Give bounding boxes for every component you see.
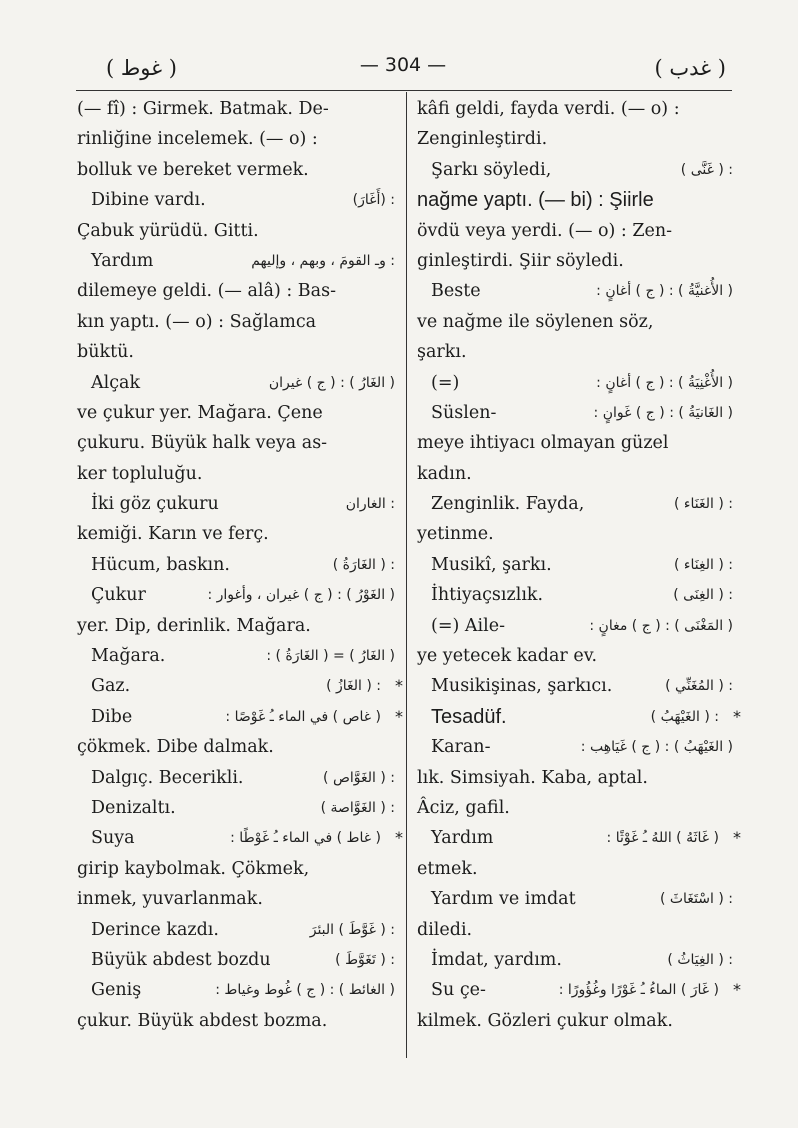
turkish-text: inmek, yuvarlanmak. [77,889,263,910]
dictionary-line [417,489,733,519]
turkish-text: Su çe- [431,980,486,1001]
dictionary-line [417,124,733,154]
turkish-text: (=) Aile- [431,615,505,636]
turkish-text: Dibine vardı. [91,190,206,211]
entry-star-marker: * [733,980,741,1000]
dictionary-line [417,884,733,914]
dictionary-line [417,641,733,671]
arabic-headword: : وـ القومَ ، وبهم ، وإليهم [251,252,395,269]
turkish-text: nağme yaptı. (— bi) : Şiirle [417,189,654,212]
turkish-text: Süslen- [431,402,497,423]
dictionary-line [77,216,395,246]
dictionary-line [417,398,733,428]
dictionary-line [417,155,733,185]
dictionary-line [77,823,403,853]
turkish-text: büktü. [77,342,134,363]
arabic-headword: ( الغَانيَةُ ) : ( ج ) غَوانٍ : [593,404,733,421]
turkish-text: girip kaybolmak. Çökmek, [77,858,310,879]
turkish-text: Büyük abdest bozdu [91,949,271,970]
arabic-headword: ( الغَوْرُ ) : ( ج ) غيران ، وأغوار : [207,587,395,604]
turkish-text: kadın. [417,463,472,484]
column-divider [406,92,407,1058]
turkish-text: Dalgıç. Becerikli. [91,767,244,788]
entry-star-marker: * [395,676,403,696]
left-column [77,94,403,1036]
dictionary-line [77,307,395,337]
arabic-headword: : ( الغِنَاء ) [674,556,733,573]
dictionary-line [77,975,395,1005]
dictionary-line [417,368,733,398]
entry-star-marker: * [733,828,741,848]
turkish-text: İmdat, yardım. [431,949,562,970]
entry-star-marker: * [395,828,403,848]
dictionary-line [417,945,733,975]
dictionary-line [77,1006,395,1036]
dictionary-line [77,368,395,398]
arabic-headword: : ( تَغَوَّطَ ) [335,951,395,968]
turkish-text: Şarkı söyledi, [431,159,552,180]
dictionary-line [417,307,733,337]
arabic-headword: : ( الغِنَى ) [673,587,733,604]
turkish-text: Zenginleştirdi. [417,129,548,150]
turkish-text: Musikî, şarkı. [431,554,552,575]
arabic-headword: ( المَغْنَى ) : ( ج ) مغانٍ : [589,617,733,634]
arabic-headword: : ( الغَوَّاصة ) [320,799,395,816]
dictionary-line [77,702,403,732]
arabic-headword: : (أَغَارَ) [352,192,395,209]
turkish-text: bolluk ve bereket vermek. [77,159,309,180]
turkish-text: çukur. Büyük abdest bozma. [77,1010,328,1031]
dictionary-line [77,732,395,762]
turkish-text: İhtiyaçsızlık. [431,585,544,606]
dictionary-line [417,276,733,306]
entry-star-marker: * [733,706,741,726]
turkish-text: Yardım [91,250,154,271]
turkish-text: Beste [431,281,481,302]
dictionary-line [77,459,395,489]
dictionary-line [417,216,733,246]
arabic-headword: : ( الغَازُ ) [326,678,381,695]
turkish-text: Alçak [91,372,141,393]
arabic-headword: : ( الغَوَّاص ) [323,769,395,786]
turkish-text: Çukur [91,585,146,606]
right-column [417,94,741,1036]
turkish-text: etmek. [417,858,478,879]
dictionary-line [417,185,733,215]
dictionary-line [417,702,741,732]
dictionary-line [77,337,395,367]
turkish-text: kemiği. Karın ve ferç. [77,524,269,545]
turkish-text: ker topluluğu. [77,463,203,484]
turkish-text: Suya [91,828,135,849]
arabic-headword: : ( الغَارَةُ ) [332,556,395,573]
dictionary-line [417,1006,733,1036]
dictionary-line [77,489,395,519]
arabic-headword: : ( غَنَّى ) [680,161,733,178]
dictionary-line [417,854,733,884]
dictionary-line [417,611,733,641]
arabic-headword: ( الأُغْنِيَةُ ) : ( ج ) أغانٍ : [596,374,733,391]
turkish-text: Tesadüf. [431,705,507,728]
page-number: — 304 — [359,54,447,76]
turkish-text: Musikişinas, şarkıcı. [431,676,613,697]
turkish-text: Gaz. [91,676,131,697]
arabic-headword: ( غَارَ ) الماءُ ـُ غَوْرًا وغُؤُورًا : [558,982,719,999]
turkish-text: kilmek. Gözleri çukur olmak. [417,1010,673,1031]
dictionary-line [77,641,395,671]
turkish-text: yer. Dip, derinlik. Mağara. [77,615,311,636]
dictionary-line [77,763,395,793]
turkish-text: Dibe [91,706,133,727]
dictionary-line [417,793,733,823]
dictionary-line [77,915,395,945]
dictionary-line [77,428,395,458]
arabic-headword: ( غَاثَهُ ) اللهُ ـُ غَوْثًا : [606,830,719,847]
dictionary-line [417,337,733,367]
arabic-headword: ( الغَيْهَبُ ) : ( ج ) غَيَاهِب : [580,739,733,756]
turkish-text: Hücum, baskın. [91,554,230,575]
turkish-text: (— fî) : Girmek. Batmak. De- [77,99,329,119]
turkish-text: Geniş [91,980,142,1001]
turkish-text: kâfi geldi, fayda verdi. (— o) : [417,99,680,119]
dictionary-line [77,185,395,215]
turkish-text: lık. Simsiyah. Kaba, aptal. [417,767,648,788]
dictionary-line [77,945,395,975]
dictionary-line [77,519,395,549]
arabic-headword: : ( الغَنَاء ) [674,496,733,513]
turkish-text: diledi. [417,919,473,940]
arabic-headword: ( الغائط ) : ( ج ) غُوط وغياط : [215,982,395,999]
turkish-text: ve çukur yer. Mağara. Çene [77,402,323,423]
dictionary-line [77,124,395,154]
dictionary-line [417,975,741,1005]
dictionary-line [77,854,395,884]
entry-star-marker: * [395,706,403,726]
dictionary-line [417,732,733,762]
arabic-headword: ( الغَارُ ) : ( ج ) غيران [268,374,395,391]
turkish-text: Mağara. [91,646,166,667]
arabic-headword: ( الغَارُ ) = ( الغَارَةُ ) : [266,648,395,665]
turkish-text: ye yetecek kadar ev. [417,646,598,667]
turkish-text: Çabuk yürüdü. Gitti. [77,220,259,241]
turkish-text: Yardım [431,828,494,849]
turkish-text: İki göz çukuru [91,494,219,515]
turkish-text: ginleştirdi. Şiir söyledi. [417,250,624,271]
arabic-headword: : ( الغَيْهَبُ ) [650,708,719,725]
dictionary-line [417,94,733,124]
turkish-text: dilemeye geldi. (— alâ) : Bas- [77,281,336,302]
dictionary-line [417,915,733,945]
dictionary-line [77,580,395,610]
dictionary-line [417,519,733,549]
dictionary-line [77,94,395,124]
turkish-text: Yardım ve imdat [431,889,576,910]
turkish-text: çukuru. Büyük halk veya as- [77,433,328,454]
turkish-text: yetinme. [417,524,494,545]
turkish-text: şarkı. [417,342,467,363]
arabic-headword: ( الأُغنيَّةُ ) : ( ج ) أغانٍ : [596,283,733,300]
turkish-text: meye ihtiyacı olmayan güzel [417,433,669,454]
turkish-text: ve nağme ile söylenen söz, [417,311,654,332]
arabic-headword: ( غاط ) في الماء ـُ غَوْطًا : [230,830,381,847]
turkish-text: (=) [431,372,460,393]
arabic-headword: : ( المُغَنِّي ) [665,678,733,695]
arabic-headword: : ( اسْتَغَاثَ ) [659,891,733,908]
turkish-text: Denizaltı. [91,797,176,818]
dictionary-line [417,459,733,489]
turkish-text: çökmek. Dibe dalmak. [77,737,274,758]
dictionary-line [417,428,733,458]
turkish-text: Karan- [431,737,491,758]
dictionary-line [417,763,733,793]
dictionary-line [77,671,403,701]
dictionary-line [77,398,395,428]
dictionary-line [77,550,395,580]
dictionary-line [77,793,395,823]
page-header [78,52,728,82]
turkish-text: rinliğine incelemek. (— o) : [77,129,318,150]
turkish-text: Âciz, gafil. [417,797,510,818]
dictionary-line [77,155,395,185]
arabic-headword: ( غاص ) في الماء ـُ غَوْصًا : [225,708,381,725]
dictionary-line [77,884,395,914]
turkish-text: övdü veya yerdi. (— o) : Zen- [417,220,673,241]
header-right-keyword: ( غدب ) [654,56,726,80]
dictionary-line [417,823,741,853]
arabic-headword: : ( غَوَّطَ ) البئرَ [309,921,395,938]
dictionary-line [417,671,733,701]
dictionary-line [417,550,733,580]
dictionary-line [77,611,395,641]
turkish-text: kın yaptı. (— o) : Sağlamca [77,311,317,332]
header-left-keyword: ( غوط ) [106,56,177,80]
turkish-text: Derince kazdı. [91,919,219,940]
dictionary-line [417,580,733,610]
dictionary-line [417,246,733,276]
header-rule [76,90,732,91]
arabic-headword: : ( الغِيَاثُ ) [667,951,733,968]
dictionary-line [77,276,395,306]
turkish-text: Zenginlik. Fayda, [431,494,585,515]
dictionary-line [77,246,395,276]
arabic-headword: : الغاران [345,496,395,513]
